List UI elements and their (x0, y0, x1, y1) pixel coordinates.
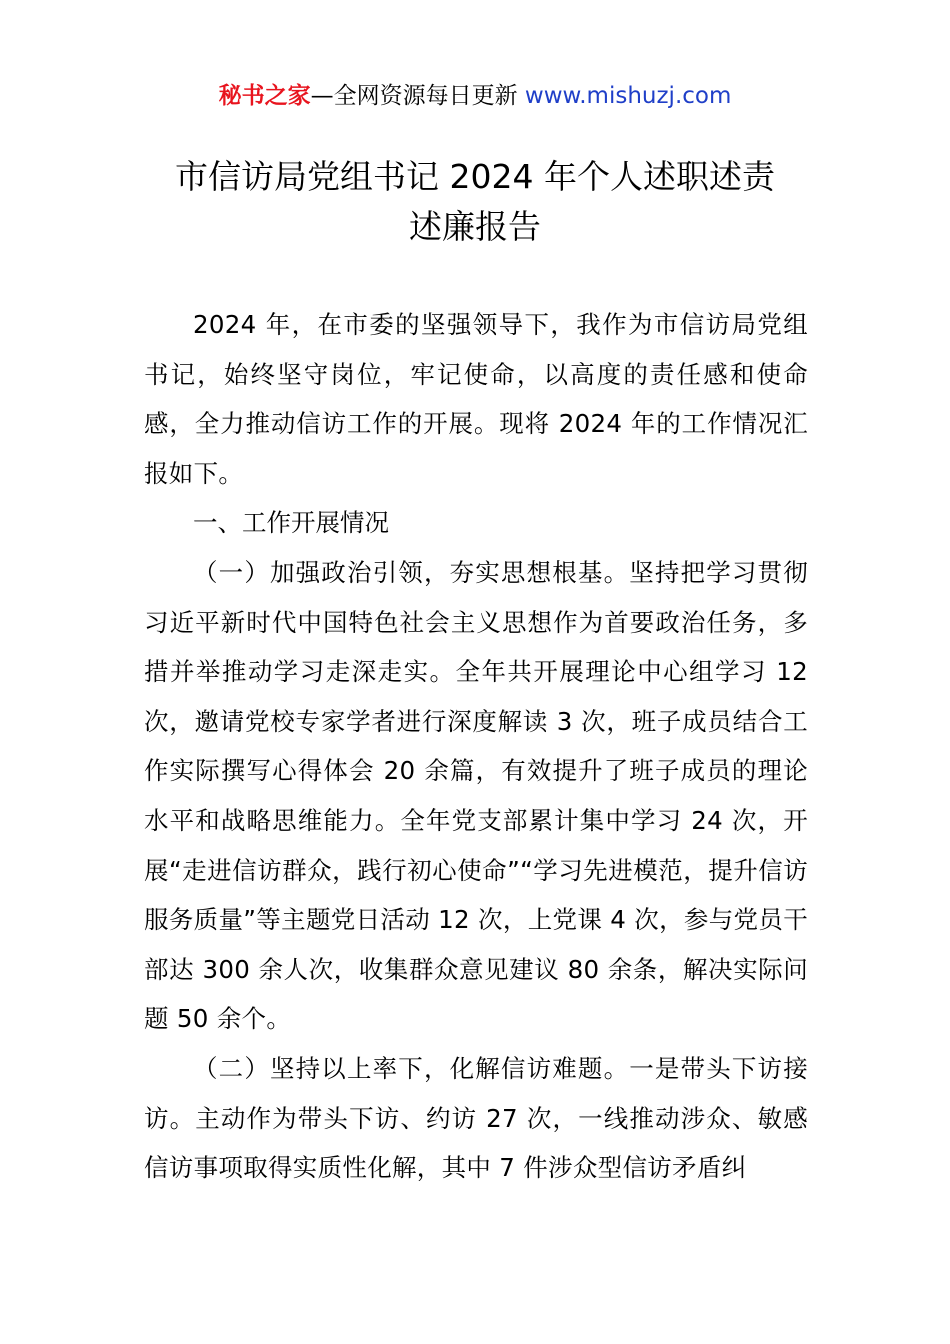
paragraph-political-guidance: （一）加强政治引领，夯实思想根基。坚持把学习贯彻习近平新时代中国特色社会主义思想作为首要政治任务，多措并举推动学习走深走实。全年共开展理论中心组学习 12 次，邀请党校专家学者进行深度解读 3 次，班子成员结合工作实际撰写心得体会 20 余篇，有效提升了班子成员的理论水平和战略思维能力。全年党支部累计集中学习 24 次，开展“走进信访群众，践行初心使命”“学习先进模范，提升信访服务质量”等主题党日活动 12 次，上党课 4 次，参与党员干部达 300 余人次，收集群众意见建议 80 余条，解决实际问题 50 余个。 (144, 557, 808, 1034)
intro-paragraph: 2024 年，在市委的坚强领导下，我作为市信访局党组书记，始终坚守岗位，牢记使命，以高度的责任感和使命感，全力推动信访工作的开展。现将 2024 年的工作情况汇报如下。 (144, 310, 808, 488)
site-header (0, 80, 950, 112)
document-body (144, 300, 808, 1193)
paragraph-petition-resolution: （二）坚持以上率下，化解信访难题。一是带头下访接访。主动作为带头下访、约访 27 次，一线推动涉众、敏感信访事项取得实质性化解，其中 7 件涉众型信访矛盾纠 (144, 1053, 808, 1183)
site-url-link[interactable]: www.mishuzj.com (524, 83, 732, 109)
header-tagline: —全网资源每日更新 (310, 83, 525, 109)
brand-name: 秘书之家 (218, 83, 311, 109)
document-title (100, 152, 850, 252)
title-line-1: 市信访局党组书记 2024 年个人述职述责 (175, 157, 775, 196)
section-heading: 一、工作开展情况 (193, 508, 389, 538)
title-line-2: 述廉报告 (409, 207, 541, 246)
